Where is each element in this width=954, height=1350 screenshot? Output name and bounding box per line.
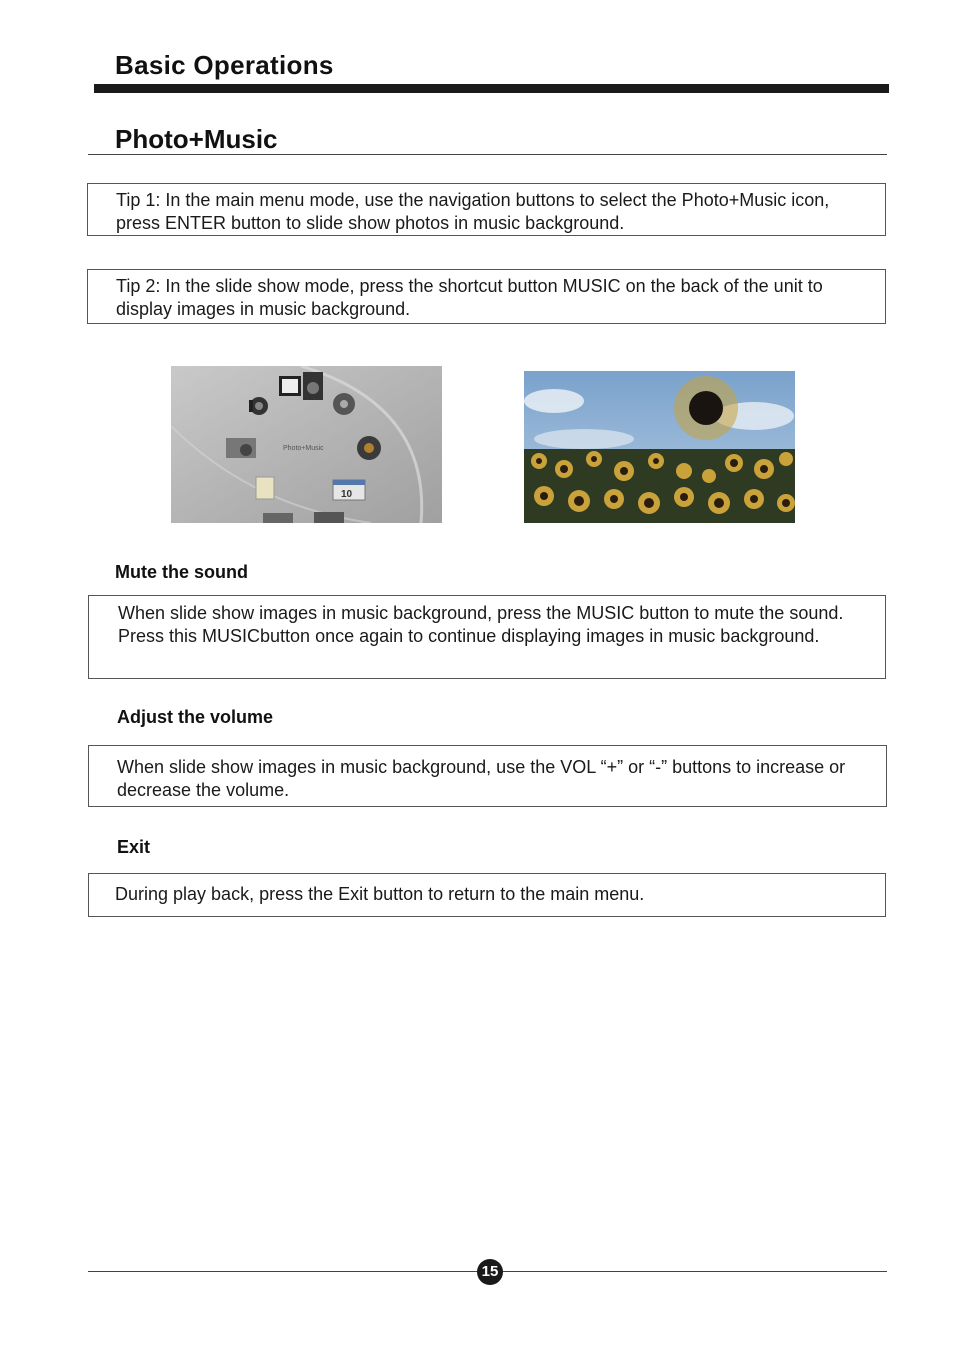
tip-1-label: Tip 1: <box>116 190 161 210</box>
volume-heading: Adjust the volume <box>117 707 274 727</box>
mute-heading: Mute the sound <box>115 562 248 582</box>
calendar-icon <box>333 480 365 500</box>
main-menu-image <box>171 366 442 523</box>
slideshow-screenshot <box>524 371 795 523</box>
exit-box <box>88 873 886 917</box>
mute-box <box>88 595 886 679</box>
header-rule <box>94 84 889 93</box>
photo-music-icon <box>279 372 323 400</box>
file-icon <box>256 477 274 499</box>
title-underline <box>88 154 887 155</box>
sunflower-image <box>524 371 795 523</box>
tip-1-box <box>87 183 886 236</box>
tip-2-label: Tip 2: <box>116 276 161 296</box>
settings-icon <box>333 393 355 415</box>
bottom-icon-right <box>314 512 344 523</box>
exit-heading: Exit <box>117 837 151 857</box>
tip-1-text: In the main menu mode, use the navigation buttons to select the Photo+Music icon, press ENTER button to slide show photos in music background. <box>116 190 830 233</box>
mute-text: When slide show images in music background, press the MUSIC button to mute the sound. Press this MUSICbutton once again to continue displaying images in music background. <box>118 603 844 646</box>
video-icon <box>226 438 256 458</box>
calendar-day: 10 <box>341 489 353 500</box>
photo-music-menu-label: Photo+Music <box>283 445 324 452</box>
footer-rule-right <box>503 1271 887 1272</box>
exit-text: During play back, press the Exit button to return to the main menu. <box>115 884 645 904</box>
main-menu-screenshot <box>171 366 442 523</box>
volume-text: When slide show images in music background, use the VOL “+” or “-” buttons to increase or decrease the volume. <box>117 757 846 800</box>
large-sunflower <box>674 376 738 440</box>
volume-box <box>88 745 887 807</box>
bottom-icon-left <box>263 513 293 523</box>
page-number-badge: 15 <box>477 1259 503 1285</box>
gear-icon <box>357 436 381 460</box>
tip-2-text: In the slide show mode, press the shortcut button MUSIC on the back of the unit to display images in music background. <box>116 276 823 319</box>
section-title: Basic Operations <box>115 50 334 80</box>
footer-rule-left <box>88 1271 477 1272</box>
page-title: Photo+Music <box>115 124 278 154</box>
tip-2-box <box>87 269 886 324</box>
